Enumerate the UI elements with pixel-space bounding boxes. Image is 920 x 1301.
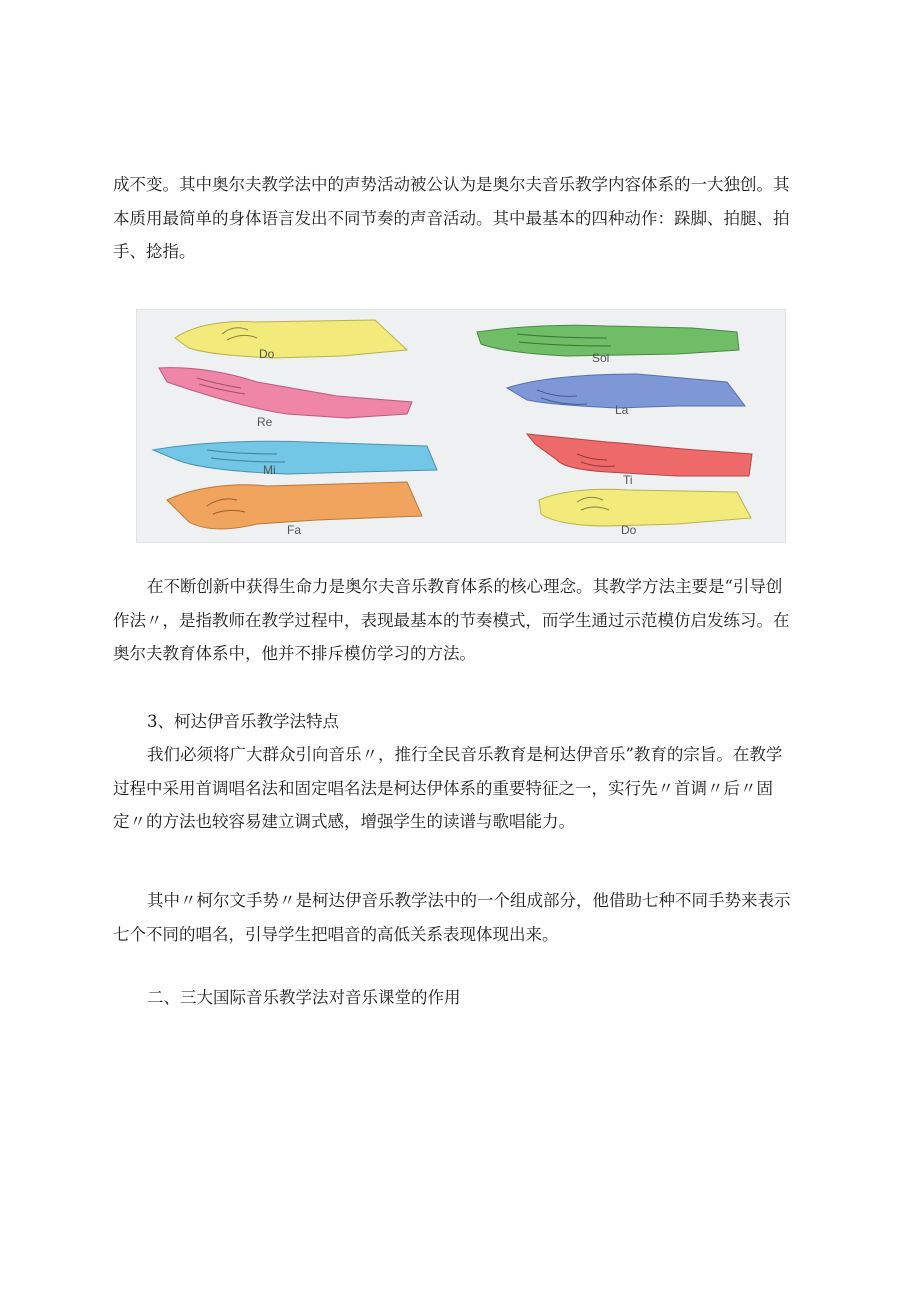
hand-label-do: Do bbox=[259, 347, 275, 361]
orff-paragraph bbox=[113, 570, 813, 671]
hand-fa-shape bbox=[167, 482, 422, 529]
hand-re-shape bbox=[159, 368, 412, 418]
hand-label-do-high: Do bbox=[621, 523, 637, 537]
hand-sign-do bbox=[175, 320, 407, 361]
paragraph-line: 我们必须将广大群众引向音乐〃，推行全民音乐教育是柯达伊音乐”教育的宗旨。在教学 bbox=[147, 745, 783, 764]
paragraph-line: 奥尔夫教育体系中，他并不排斥模仿学习的方法。 bbox=[113, 644, 476, 663]
intro-paragraph bbox=[113, 168, 813, 269]
hand-label-mi: Mi bbox=[263, 463, 276, 477]
hand-do-high-shape bbox=[539, 489, 751, 526]
hand-sign-mi bbox=[153, 441, 437, 477]
hand-ti-shape bbox=[527, 434, 752, 476]
hand-sign-re bbox=[159, 368, 412, 429]
paragraph-line: 本质用最简单的身体语言发出不同节奏的声音活动。其中最基本的四种动作：跺脚、拍腿、拍 bbox=[113, 208, 790, 228]
section-heading-kodaly: 3、柯达伊音乐教学法特点 bbox=[147, 712, 339, 731]
hand-label-sol: Sol bbox=[592, 351, 610, 365]
hand-do-shape bbox=[175, 320, 407, 358]
paragraph-line: 定〃的方法也较容易建立调式感，增强学生的读谱与歌唱能力。 bbox=[113, 812, 575, 831]
paragraph-line: 在不断创新中获得生命力是奥尔夫音乐教育体系的核心理念。其教学方法主要是“引导创 bbox=[147, 577, 783, 596]
kodaly-paragraph bbox=[113, 738, 813, 839]
hand-label-re: Re bbox=[257, 415, 273, 429]
paragraph-line: 手、捻指。 bbox=[113, 242, 196, 261]
hand-sign-do-high bbox=[539, 489, 751, 537]
paragraph-line: 作法〃，是指教师在教学过程中，表现最基本的节奏模式，而学生通过示范模仿启发练习。在 bbox=[113, 610, 790, 630]
curwen-paragraph bbox=[113, 884, 813, 951]
hand-sign-fa bbox=[167, 482, 422, 537]
paragraph-line: 过程中采用首调唱名法和固定唱名法是柯达伊体系的重要特征之一，实行先〃首调〃后〃固 bbox=[113, 778, 773, 798]
hand-label-la: La bbox=[615, 403, 629, 417]
paragraph-line: 七个不同的唱名，引导学生把唱音的高低关系表现体现出来。 bbox=[113, 924, 559, 944]
hand-label-ti: Ti bbox=[623, 473, 633, 487]
hand-signs-figure bbox=[136, 309, 786, 543]
paragraph-line: 成不变。其中奥尔夫教学法中的声势活动被公认为是奥尔夫音乐教学内容体系的一大独创。其 bbox=[113, 175, 790, 194]
hand-label-fa: Fa bbox=[287, 523, 302, 537]
hand-mi-shape bbox=[153, 441, 437, 474]
hand-sign-sol bbox=[477, 325, 739, 365]
section-heading-2: 二、三大国际音乐教学法对音乐课堂的作用 bbox=[147, 988, 461, 1007]
paragraph-line: 其中〃柯尔文手势〃是柯达伊音乐教学法中的一个组成部分，他借助七种不同手势来表示 bbox=[147, 891, 791, 910]
hand-sign-ti bbox=[527, 434, 752, 487]
hand-sign-la bbox=[507, 374, 745, 417]
